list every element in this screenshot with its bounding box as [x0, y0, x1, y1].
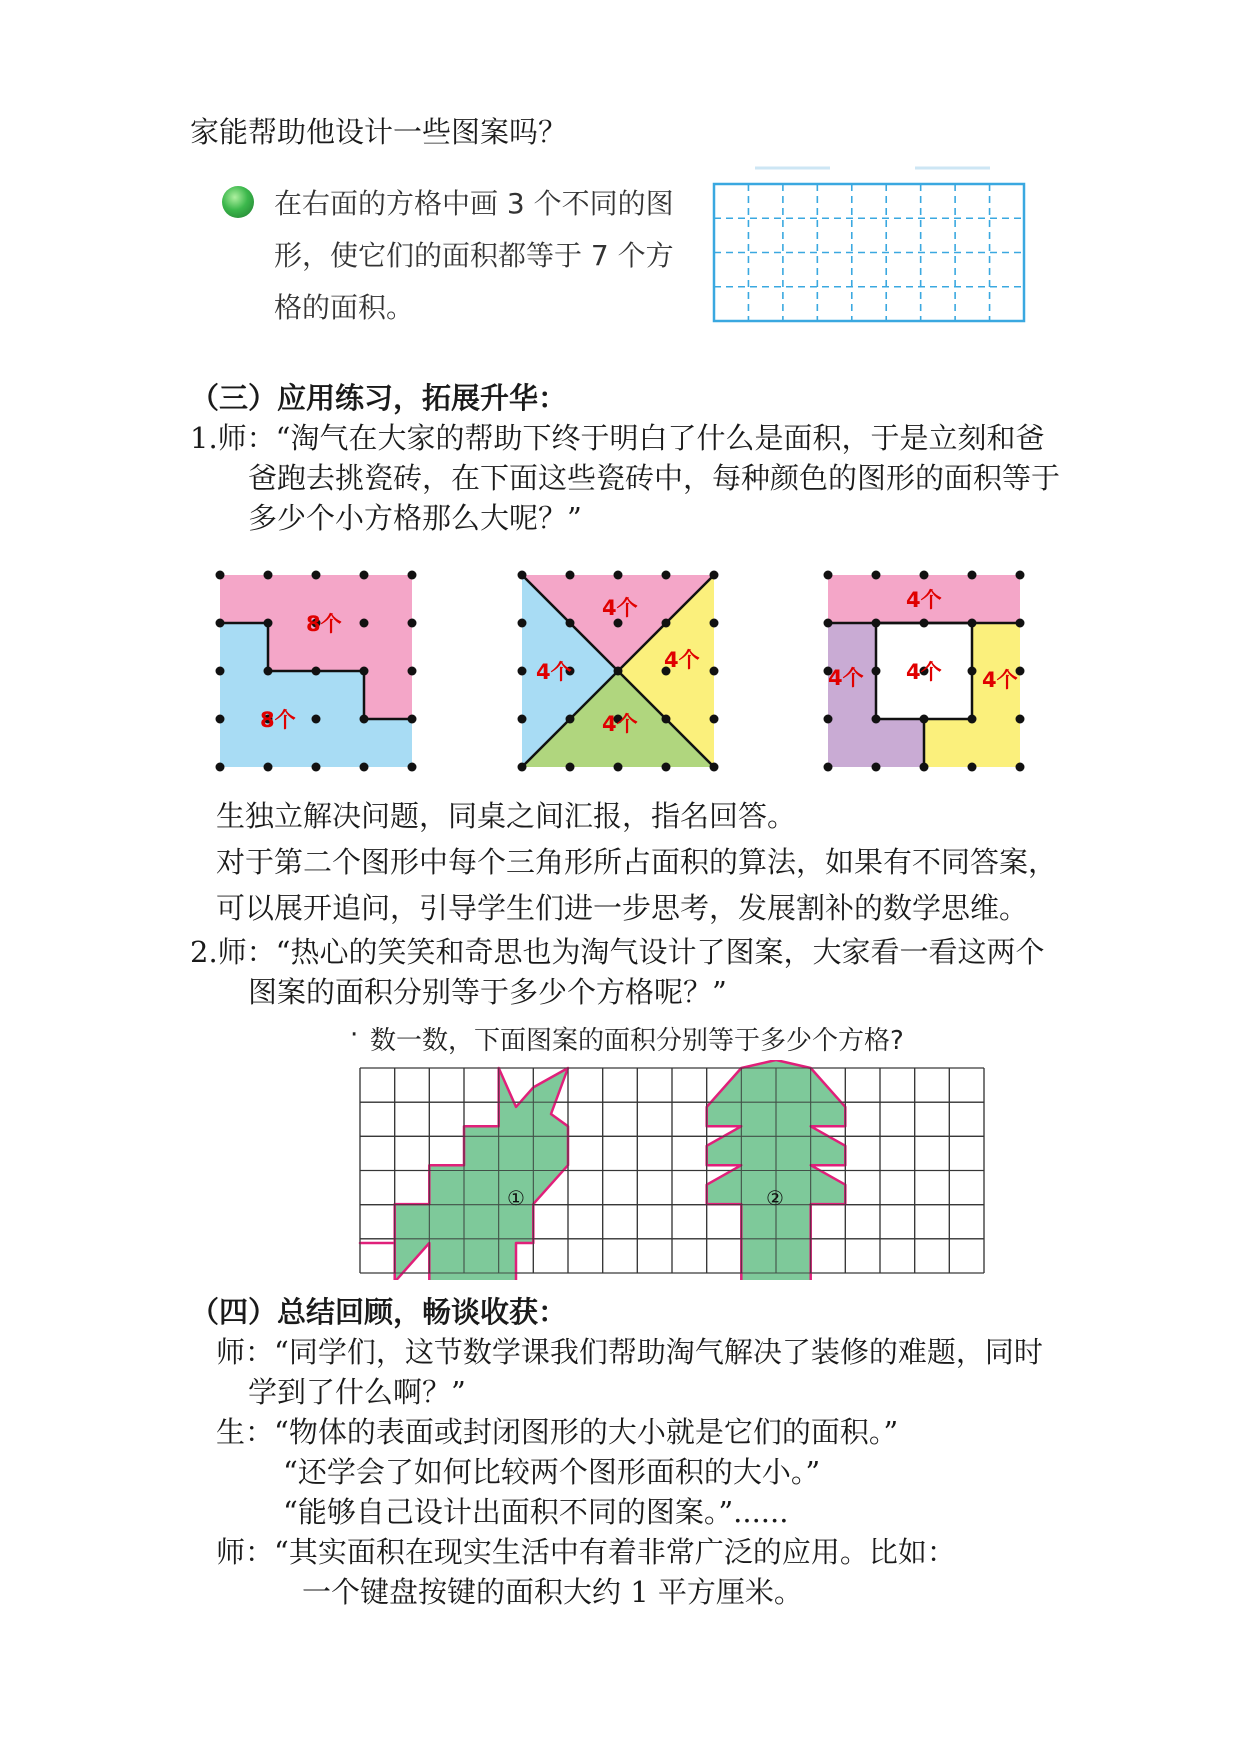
grid-dot [216, 619, 225, 628]
tile-1 [210, 565, 425, 775]
teacher2-line-1: 师：“其实面积在现实生活中有着非常广泛的应用。比如： [216, 1535, 956, 1569]
q1-line-3: 多少个小方格那么大呢？” [248, 501, 582, 535]
tile3-label-right: 4个 [982, 668, 1018, 692]
grid-dot [710, 667, 719, 676]
teacher1-line-2: 学到了什么啊？” [248, 1375, 466, 1409]
tile1-label-blue: 8个 [260, 708, 296, 732]
grid-dot [518, 763, 527, 772]
grid-dot [408, 619, 417, 628]
grid-dot [920, 571, 929, 580]
grid-dot [264, 571, 273, 580]
grid-dot [872, 619, 881, 628]
grid-dot [518, 571, 527, 580]
grid-dot [566, 763, 575, 772]
grid-dot [360, 763, 369, 772]
dashed-grid-box [700, 160, 1040, 330]
grid-dot [360, 667, 369, 676]
section4-heading: （四）总结回顾，畅谈收获： [190, 1295, 568, 1329]
tile-3 [818, 565, 1033, 775]
counting-grid [352, 1060, 992, 1280]
q1-line-2: 爸跑去挑瓷砖，在下面这些瓷砖中，每种颜色的图形的面积等于 [248, 461, 1061, 495]
tile2-label-right: 4个 [664, 648, 700, 672]
grid-dot [872, 571, 881, 580]
grid-dot [614, 763, 623, 772]
grid-dot [872, 763, 881, 772]
task-line-3: 格的面积。 [274, 291, 415, 324]
grid-dot [968, 763, 977, 772]
grid-dot [518, 715, 527, 724]
grid-dot [824, 763, 833, 772]
grid-dot [662, 763, 671, 772]
grid-dot [312, 667, 321, 676]
grid-dot [824, 619, 833, 628]
grid-dot [872, 667, 881, 676]
student-line-1: 生：“物体的表面或封闭图形的大小就是它们的面积。” [216, 1415, 899, 1449]
grid-dot [360, 715, 369, 724]
grid-dot [1016, 715, 1025, 724]
grid-dot [566, 619, 575, 628]
grid-dot [1016, 619, 1025, 628]
grid-caption-mark: · [350, 1020, 359, 1050]
grid-dot [216, 571, 225, 580]
tile2-label-top: 4个 [602, 596, 638, 620]
grid-dot [518, 667, 527, 676]
note-line-2: 对于第二个图形中每个三角形所占面积的算法，如果有不同答案， [216, 845, 1058, 879]
grid-dot [662, 619, 671, 628]
grid-dot [408, 715, 417, 724]
q1-line-1: 1.师：“淘气在大家的帮助下终于明白了什么是面积，于是立刻和爸 [190, 421, 1045, 455]
grid-dot [408, 667, 417, 676]
tile2-label-left: 4个 [536, 660, 572, 684]
green-bullet-icon [222, 186, 254, 218]
grid-dot [216, 667, 225, 676]
tree-shape-label: ② [766, 1186, 784, 1210]
grid-dot [614, 571, 623, 580]
grid-dot [662, 715, 671, 724]
teacher1-line-1: 师：“同学们，这节数学课我们帮助淘气解决了装修的难题，同时 [216, 1335, 1043, 1369]
section3-heading: （三）应用练习，拓展升华： [190, 381, 568, 415]
grid-dot [216, 763, 225, 772]
grid-dot [408, 571, 417, 580]
grid-dot [614, 667, 623, 676]
grid-dot [920, 715, 929, 724]
grid-dot [312, 715, 321, 724]
tile3-label-center: 4个 [906, 660, 942, 684]
grid-dot [360, 571, 369, 580]
grid-dot [518, 619, 527, 628]
grid-dot [824, 571, 833, 580]
grid-dot [360, 619, 369, 628]
q2-line-1: 2.师：“热心的笑笑和奇思也为淘气设计了图案，大家看一看这两个 [190, 935, 1045, 969]
grid-dot [920, 763, 929, 772]
grid-dot [968, 667, 977, 676]
student-line-3: “能够自己设计出面积不同的图案。”...... [283, 1495, 789, 1529]
note-line-3: 可以展开追问，引导学生们进一步思考，发展割补的数学思维。 [216, 891, 1029, 925]
grid-dot [920, 619, 929, 628]
q2-line-2: 图案的面积分别等于多少个方格呢？” [248, 975, 727, 1009]
tile-2 [512, 565, 727, 775]
grid-dot [1016, 571, 1025, 580]
grid-dot [264, 763, 273, 772]
tile3-label-left: 4个 [828, 666, 864, 690]
intro-line: 家能帮助他设计一些图案吗？ [190, 115, 568, 149]
grid-dot [408, 763, 417, 772]
grid-dot [264, 667, 273, 676]
grid-dot [566, 715, 575, 724]
task-line-2: 形，使它们的面积都等于 7 个方 [274, 239, 674, 272]
grid-dot [264, 619, 273, 628]
grid-dot [824, 715, 833, 724]
grid-dot [662, 571, 671, 580]
grid-dot [1016, 763, 1025, 772]
teacher2-line-2: 一个键盘按键的面积大约 1 平方厘米。 [302, 1575, 803, 1609]
tile2-label-bottom: 4个 [602, 712, 638, 736]
grid-dot [216, 715, 225, 724]
grid-dot [968, 571, 977, 580]
grid-dot [312, 571, 321, 580]
grid-dot [710, 571, 719, 580]
grid-dot [872, 715, 881, 724]
grid-dot [710, 619, 719, 628]
grid-dot [710, 763, 719, 772]
cat-shape-label: ① [507, 1186, 525, 1210]
grid-dot [968, 619, 977, 628]
grid-dot [710, 715, 719, 724]
grid-dot [566, 571, 575, 580]
note-line-1: 生独立解决问题，同桌之间汇报，指名回答。 [216, 799, 797, 833]
grid-dot [968, 715, 977, 724]
tile3-label-top: 4个 [906, 588, 942, 612]
task-line-1: 在右面的方格中画 3 个不同的图 [274, 187, 674, 220]
grid-dot [312, 763, 321, 772]
grid-caption: 数一数，下面图案的面积分别等于多少个方格? [370, 1026, 904, 1056]
student-line-2: “还学会了如何比较两个图形面积的大小。” [283, 1455, 821, 1489]
tile1-label-pink: 8个 [306, 612, 342, 636]
